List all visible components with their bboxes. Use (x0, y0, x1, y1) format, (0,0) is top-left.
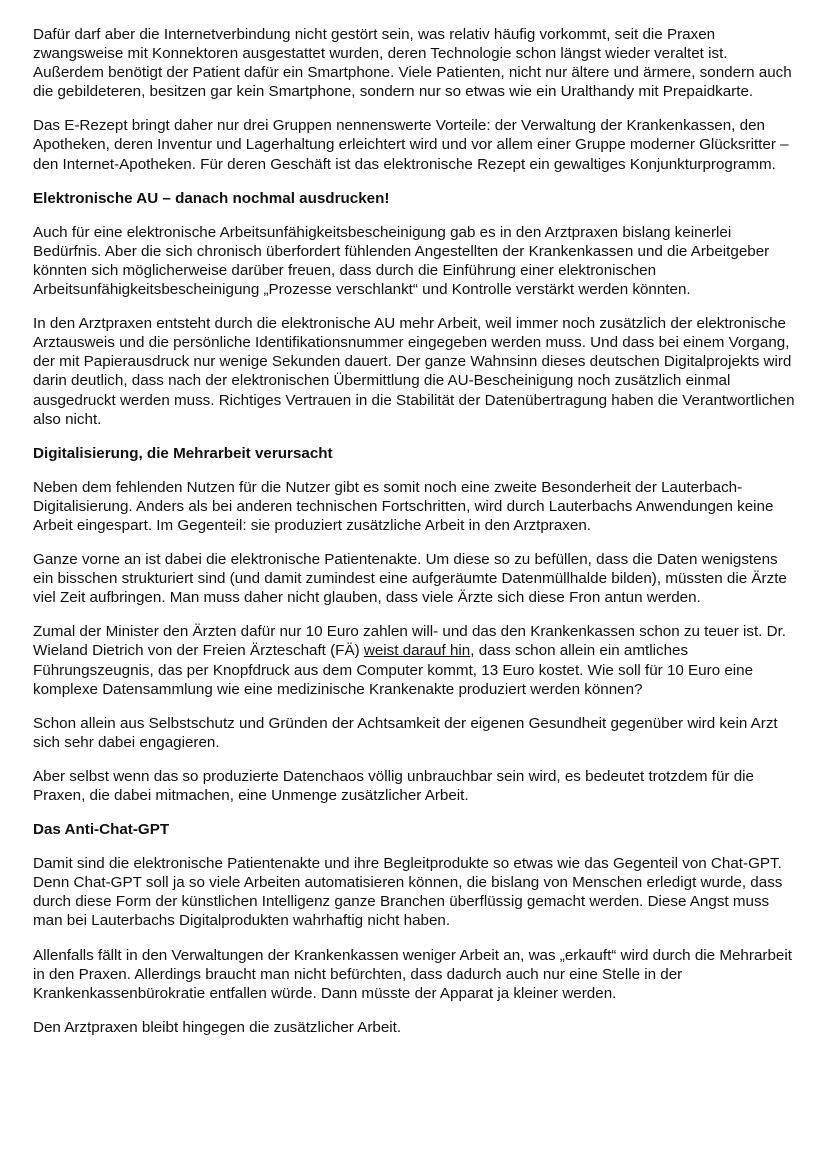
paragraph-internet-connection: Dafür darf aber die Internetverbindung nicht gestört sein, was relativ häufig vorkommt, seit die Praxen zwangsweise mit Konnektoren ausgestattet wurden, deren Technologie schon längst wieder veraltet ist. Außerdem benötigt der Patient dafür ein Smartphone. Viele Patienten, nicht nur ältere und ärmere, sondern auch die gebildeteren, besitzen gar kein Smartphone, sondern nur so etwas wie ein Uralthandy mit Prepaidkarte. (33, 26, 792, 101)
paragraph-insurance-admin: Allenfalls fällt in den Verwaltungen der Krankenkassen weniger Arbeit an, was „erkauft“ wird durch die Mehrarbeit in den Praxen. Allerdings braucht man nicht befürchten, dass dadurch auch nur eine Stelle in der Krankenkassenbürokratie entfallen würde. Dann müsste der Apparat ja kleiner werden. (33, 946, 792, 1002)
weist-darauf-hin-link[interactable]: weist darauf hin (363, 642, 471, 660)
paragraph-data-chaos: Aber selbst wenn das so produzierte Datenchaos völlig unbrauchbar sein wird, es bedeutet trotzdem für die Praxen, die dabei mitmachen, eine Unmenge zusätzlicher Arbeit. (33, 767, 754, 804)
paragraph-e-rezept-benefits: Das E-Rezept bringt daher nur drei Gruppen nennenswerte Vorteile: der Verwaltung der Krankenkassen, den Apotheken, deren Inventur und Lagerhaltung erleichtert wird und vor allem einer Gruppe moderner Glücksritter – den Internet-Apotheken. Für deren Geschäft ist das elektronische Rezept ein gewaltiges Konjunkturprogramm. (33, 117, 789, 173)
paragraph-ten-euro-start: Zumal der Minister den Ärzten dafür nur 10 Euro zahlen will- und das den Krankenkassen schon zu teuer ist. Dr. Wieland Dietrich von der Freien Ärzteschaft (FÄ) (33, 623, 787, 660)
paragraph-au-extra-work: In den Arztpraxen entsteht durch die elektronische AU mehr Arbeit, weil immer noch zusätzlich der elektronische Arztausweis und die persönliche Identifikationsnummer eingegeben werden muss. Und dass bei einem Vorgang, der mit Papierausdruck nur wenige Sekunden dauert. Der ganze Wahnsinn dieses deutschen Digitalprojekts wird darin deutlich, dass nach der elektronischen Übermittlung die AU-Bescheinigung noch zusätzlich einmal ausgedruckt werden muss. Richtiges Vertrauen in die Stabilität der Datenübertragung haben die Verantwortlichen also nicht. (33, 315, 795, 428)
heading-anti-chat-gpt: Das Anti-Chat-GPT (33, 821, 170, 839)
paragraph-patient-file: Ganze vorne an ist dabei die elektronische Patientenakte. Um diese so zu befüllen, dass die Daten wenigstens ein bisschen strukturiert sind (und damit zumindest eine aufgeräumte Datenmüllhalde bilden), müssten die Ärzte viel Zeit aufbringen. Man muss daher nicht glauben, dass viele Ärzte sich diese Fron antun werden. (33, 551, 787, 607)
paragraph-au-need: Auch für eine elektronische Arbeitsunfähigkeitsbescheinigung gab es in den Arztpraxen bislang keinerlei Bedürfnis. Aber die sich chronisch überfordert fühlenden Angestellten der Krankenkassen und die Arbeitgeber könnten sich möglicherweise darüber freuen, dass durch die Einführung einer elektronischen Arbeitsunfähigkeitsbescheinigung „Prozesse verschlankt“ und Kontrolle verstärkt werden könnten. (33, 223, 770, 299)
paragraph-ten-euro (33, 622, 801, 698)
paragraph-ten-euro-end: , dass schon allein ein amtliches Führungszeugnis, das per Knopfdruck aus dem Computer kommt, 13 Euro kostet. Wie soll für 10 Euro eine komplexe Datensammlung wie eine medizinische Krankenakte produziert werden können? (33, 642, 754, 698)
paragraph-chat-gpt-contrast: Damit sind die elektronische Patientenakte und ihre Begleitprodukte so etwas wie das Gegenteil von Chat-GPT. Denn Chat-GPT soll ja so viele Arbeiten automatisieren können, die bislang von Menschen erledigt wurde, dass durch diese Form der künstlichen Intelligenz ganze Branchen überflüssig gemacht werden. Diese Angst muss man bei Lauterbachs Digitalprodukten wahrhaftig nicht haben. (33, 855, 783, 930)
paragraph-self-protection: Schon allein aus Selbstschutz und Gründen der Achtsamkeit der eigenen Gesundheit gegenüber wird kein Arzt sich sehr dabei engagieren. (33, 714, 778, 751)
paragraph-lauterbach-digitalization: Neben dem fehlenden Nutzen für die Nutzer gibt es somit noch eine zweite Besonderheit der Lauterbach-Digitalisierung. Anders als bei anderen technischen Fortschritten, wird durch Lauterbachs Anwendungen keine Arbeit eingespart. Im Gegenteil: sie produziert zusätzliche Arbeit in den Arztpraxen. (33, 478, 774, 534)
heading-digitalization-extra-work: Digitalisierung, die Mehrarbeit verursacht (33, 444, 333, 462)
heading-electronic-au: Elektronische AU – danach nochmal ausdrucken! (33, 189, 390, 207)
paragraph-closing: Den Arztpraxen bleibt hingegen die zusätzlicher Arbeit. (33, 1018, 402, 1036)
